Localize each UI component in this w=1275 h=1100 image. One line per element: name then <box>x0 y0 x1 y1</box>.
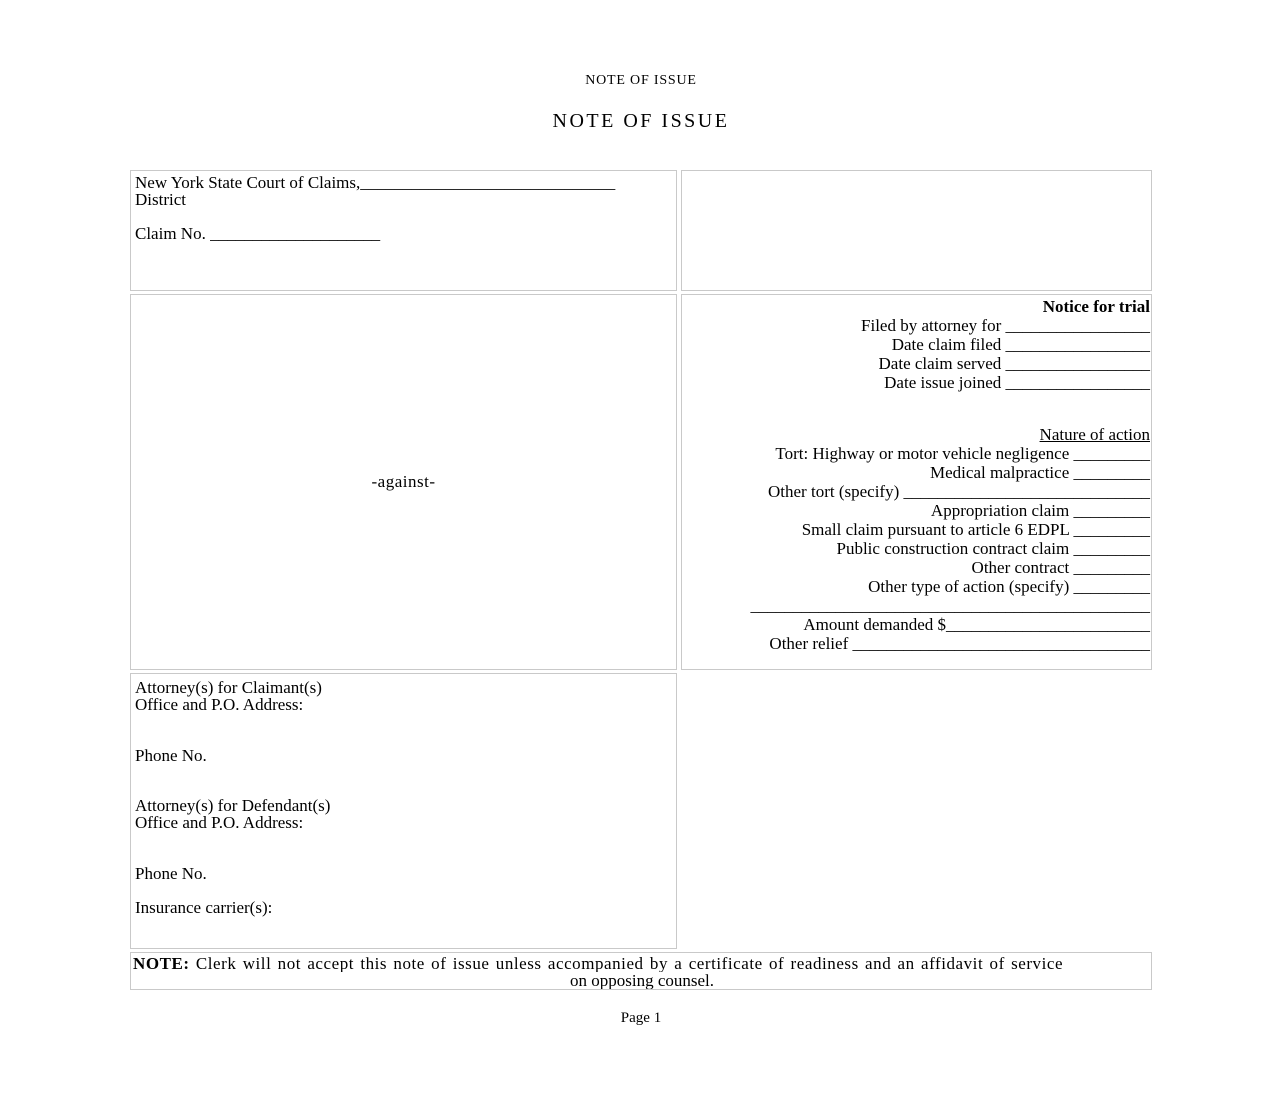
defendant-phone-label: Phone No. <box>135 864 207 883</box>
caption-against-box <box>130 294 677 670</box>
other-relief-field: Other relief ___________________________________ <box>769 634 1150 653</box>
other-action-field: Other type of action (specify) _________ <box>868 577 1150 596</box>
public-construction-field: Public construction contract claim _________ <box>836 539 1150 558</box>
other-tort-field: Other tort (specify) _____________________________ <box>768 482 1150 501</box>
medical-malpractice-field: Medical malpractice _________ <box>930 463 1150 482</box>
small-claim-edpl-field: Small claim pursuant to article 6 EDPL _________ <box>801 520 1150 539</box>
spacer <box>684 392 1150 425</box>
other-contract-field: Other contract _________ <box>971 558 1150 577</box>
clerk-note-box <box>130 952 1152 990</box>
filed-by-attorney-field: Filed by attorney for _________________ <box>861 316 1150 335</box>
date-claim-filed-field: Date claim filed _________________ <box>891 335 1150 354</box>
document-page <box>130 0 1152 1100</box>
district-label: District <box>135 190 186 209</box>
court-name-field: New York State Court of Claims,______________________________ <box>135 173 616 192</box>
against-label: -against- <box>371 472 436 491</box>
attorneys-box <box>130 673 677 949</box>
appropriation-claim-field: Appropriation claim _________ <box>930 501 1150 520</box>
claim-number-field: Claim No. ____________________ <box>135 224 381 243</box>
notice-for-trial-box <box>681 294 1152 670</box>
claimant-address-label: Office and P.O. Address: <box>135 695 304 714</box>
note-label: NOTE: <box>133 955 190 972</box>
blank-write-in-line: _______________________________________________ <box>750 596 1150 615</box>
note-body: Clerk will not accept this note of issue unless accompanied by a certificate of readiness and an affidavit of service <box>189 955 1064 972</box>
nature-of-action-heading: Nature of action <box>1039 425 1150 444</box>
defendant-attorney-heading: Attorney(s) for Defendant(s) <box>135 796 331 815</box>
court-info-box <box>130 170 677 291</box>
caption-right-empty-box <box>681 170 1152 291</box>
insurance-carrier-label: Insurance carrier(s): <box>135 898 273 917</box>
spacer <box>135 208 672 225</box>
amount-demanded-field: Amount demanded $________________________ <box>803 615 1150 634</box>
claimant-phone-label: Phone No. <box>135 746 207 765</box>
page-header-title: NOTE OF ISSUE <box>585 73 697 88</box>
document-title: NOTE OF ISSUE <box>552 110 730 132</box>
page-number: Page 1 <box>620 1010 662 1026</box>
clerk-note-text <box>133 955 1151 972</box>
note-of-issue-form <box>130 170 1152 990</box>
spacer <box>135 831 672 865</box>
date-claim-served-field: Date claim served _________________ <box>878 354 1150 373</box>
spacer <box>135 882 672 899</box>
date-issue-joined-field: Date issue joined _________________ <box>884 373 1150 392</box>
notice-for-trial-heading: Notice for trial <box>1042 297 1150 316</box>
spacer <box>135 764 672 797</box>
clerk-note-text-continued: on opposing counsel. <box>569 971 715 990</box>
tort-highway-field: Tort: Highway or motor vehicle negligence _________ <box>775 444 1150 463</box>
defendant-address-label: Office and P.O. Address: <box>135 813 304 832</box>
empty-region <box>681 673 1152 949</box>
spacer <box>135 713 672 747</box>
claimant-attorney-heading: Attorney(s) for Claimant(s) <box>135 678 322 697</box>
